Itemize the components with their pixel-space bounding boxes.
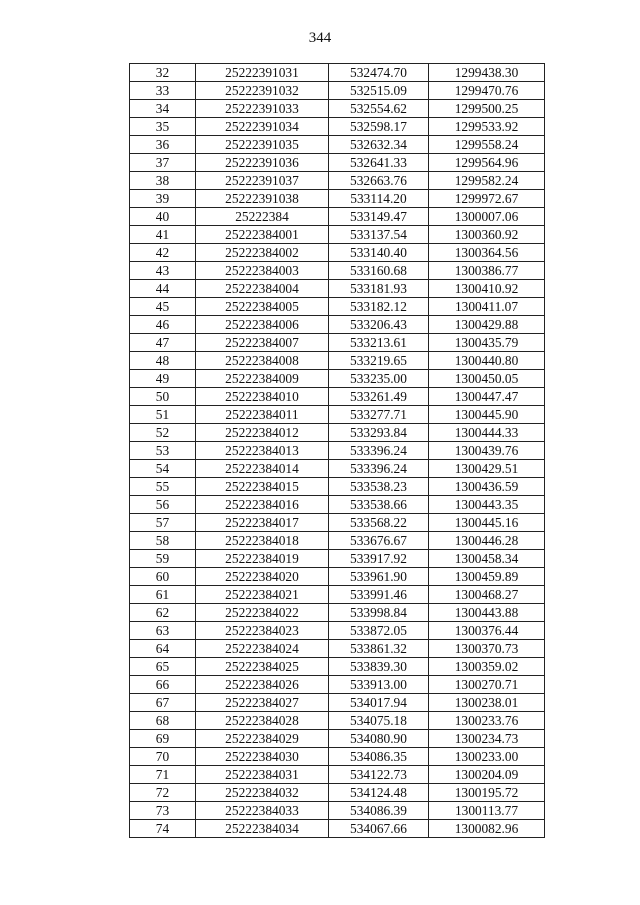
code-cell: 25222384024 (196, 640, 329, 658)
code-cell: 25222391036 (196, 154, 329, 172)
table-row (130, 442, 545, 460)
row-index-cell: 72 (130, 784, 196, 802)
x-coordinate-cell: 533998.84 (329, 604, 429, 622)
x-coordinate-cell: 533235.00 (329, 370, 429, 388)
code-cell: 25222384020 (196, 568, 329, 586)
code-cell: 25222391035 (196, 136, 329, 154)
row-index-cell: 37 (130, 154, 196, 172)
code-cell: 25222384017 (196, 514, 329, 532)
x-coordinate-cell: 534067.66 (329, 820, 429, 838)
row-index-cell: 54 (130, 460, 196, 478)
code-cell: 25222384004 (196, 280, 329, 298)
x-coordinate-cell: 533913.00 (329, 676, 429, 694)
row-index-cell: 59 (130, 550, 196, 568)
row-index-cell: 57 (130, 514, 196, 532)
code-cell: 25222384022 (196, 604, 329, 622)
y-coordinate-cell: 1300204.09 (429, 766, 545, 784)
y-coordinate-cell: 1300364.56 (429, 244, 545, 262)
y-coordinate-cell: 1300270.71 (429, 676, 545, 694)
row-index-cell: 53 (130, 442, 196, 460)
x-coordinate-cell: 533219.65 (329, 352, 429, 370)
row-index-cell: 66 (130, 676, 196, 694)
code-cell: 25222384023 (196, 622, 329, 640)
row-index-cell: 45 (130, 298, 196, 316)
row-index-cell: 56 (130, 496, 196, 514)
code-cell: 25222384007 (196, 334, 329, 352)
code-cell: 25222384 (196, 208, 329, 226)
x-coordinate-cell: 534017.94 (329, 694, 429, 712)
code-cell: 25222384002 (196, 244, 329, 262)
y-coordinate-cell: 1300439.76 (429, 442, 545, 460)
row-index-cell: 39 (130, 190, 196, 208)
table-row (130, 334, 545, 352)
x-coordinate-cell: 533277.71 (329, 406, 429, 424)
table-row (130, 460, 545, 478)
table-row (130, 658, 545, 676)
code-cell: 25222391037 (196, 172, 329, 190)
code-cell: 25222384033 (196, 802, 329, 820)
code-cell: 25222384011 (196, 406, 329, 424)
table-row (130, 64, 545, 82)
x-coordinate-cell: 533872.05 (329, 622, 429, 640)
code-cell: 25222384021 (196, 586, 329, 604)
table-row (130, 388, 545, 406)
x-coordinate-cell: 533293.84 (329, 424, 429, 442)
row-index-cell: 34 (130, 100, 196, 118)
table-row (130, 136, 545, 154)
x-coordinate-cell: 533538.23 (329, 478, 429, 496)
table-row (130, 586, 545, 604)
row-index-cell: 50 (130, 388, 196, 406)
table-row (130, 172, 545, 190)
code-cell: 25222384030 (196, 748, 329, 766)
row-index-cell: 44 (130, 280, 196, 298)
x-coordinate-cell: 532598.17 (329, 118, 429, 136)
table-row (130, 352, 545, 370)
x-coordinate-cell: 533206.43 (329, 316, 429, 334)
x-coordinate-cell: 533213.61 (329, 334, 429, 352)
x-coordinate-cell: 532641.33 (329, 154, 429, 172)
y-coordinate-cell: 1300113.77 (429, 802, 545, 820)
y-coordinate-cell: 1300370.73 (429, 640, 545, 658)
x-coordinate-cell: 532554.62 (329, 100, 429, 118)
code-cell: 25222384027 (196, 694, 329, 712)
y-coordinate-cell: 1300450.05 (429, 370, 545, 388)
row-index-cell: 38 (130, 172, 196, 190)
code-cell: 25222384008 (196, 352, 329, 370)
y-coordinate-cell: 1300233.00 (429, 748, 545, 766)
x-coordinate-cell: 533396.24 (329, 460, 429, 478)
row-index-cell: 52 (130, 424, 196, 442)
row-index-cell: 73 (130, 802, 196, 820)
y-coordinate-cell: 1300082.96 (429, 820, 545, 838)
row-index-cell: 51 (130, 406, 196, 424)
x-coordinate-cell: 533861.32 (329, 640, 429, 658)
row-index-cell: 62 (130, 604, 196, 622)
table-row (130, 622, 545, 640)
table-row (130, 766, 545, 784)
row-index-cell: 42 (130, 244, 196, 262)
table-row (130, 820, 545, 838)
code-cell: 25222384015 (196, 478, 329, 496)
row-index-cell: 64 (130, 640, 196, 658)
table-row (130, 694, 545, 712)
table-row (130, 730, 545, 748)
code-cell: 25222384003 (196, 262, 329, 280)
x-coordinate-cell: 533396.24 (329, 442, 429, 460)
x-coordinate-cell: 533917.92 (329, 550, 429, 568)
code-cell: 25222384009 (196, 370, 329, 388)
table-row (130, 406, 545, 424)
y-coordinate-cell: 1300376.44 (429, 622, 545, 640)
y-coordinate-cell: 1299582.24 (429, 172, 545, 190)
row-index-cell: 71 (130, 766, 196, 784)
page-number: 344 (308, 30, 332, 46)
code-cell: 25222384013 (196, 442, 329, 460)
table-row (130, 82, 545, 100)
y-coordinate-cell: 1300429.51 (429, 460, 545, 478)
table-row (130, 154, 545, 172)
y-coordinate-cell: 1299972.67 (429, 190, 545, 208)
y-coordinate-cell: 1299438.30 (429, 64, 545, 82)
y-coordinate-cell: 1300445.90 (429, 406, 545, 424)
table-row (130, 244, 545, 262)
x-coordinate-cell: 533538.66 (329, 496, 429, 514)
x-coordinate-cell: 533676.67 (329, 532, 429, 550)
table-row (130, 424, 545, 442)
code-cell: 25222384019 (196, 550, 329, 568)
y-coordinate-cell: 1299558.24 (429, 136, 545, 154)
y-coordinate-cell: 1300410.92 (429, 280, 545, 298)
y-coordinate-cell: 1299470.76 (429, 82, 545, 100)
x-coordinate-cell: 532663.76 (329, 172, 429, 190)
code-cell: 25222384016 (196, 496, 329, 514)
row-index-cell: 46 (130, 316, 196, 334)
row-index-cell: 49 (130, 370, 196, 388)
code-cell: 25222384026 (196, 676, 329, 694)
table-body (130, 64, 545, 838)
x-coordinate-cell: 534086.39 (329, 802, 429, 820)
table-row (130, 208, 545, 226)
y-coordinate-cell: 1300458.34 (429, 550, 545, 568)
row-index-cell: 55 (130, 478, 196, 496)
table-row (130, 550, 545, 568)
x-coordinate-cell: 533961.90 (329, 568, 429, 586)
x-coordinate-cell: 532632.34 (329, 136, 429, 154)
row-index-cell: 41 (130, 226, 196, 244)
code-cell: 25222384032 (196, 784, 329, 802)
x-coordinate-cell: 533839.30 (329, 658, 429, 676)
x-coordinate-cell: 533149.47 (329, 208, 429, 226)
table-row (130, 370, 545, 388)
y-coordinate-cell: 1299564.96 (429, 154, 545, 172)
table-row (130, 640, 545, 658)
y-coordinate-cell: 1300359.02 (429, 658, 545, 676)
code-cell: 25222391032 (196, 82, 329, 100)
table-row (130, 748, 545, 766)
table-row (130, 514, 545, 532)
row-index-cell: 69 (130, 730, 196, 748)
x-coordinate-cell: 533182.12 (329, 298, 429, 316)
row-index-cell: 58 (130, 532, 196, 550)
row-index-cell: 32 (130, 64, 196, 82)
x-coordinate-cell: 533568.22 (329, 514, 429, 532)
code-cell: 25222391038 (196, 190, 329, 208)
y-coordinate-cell: 1300238.01 (429, 694, 545, 712)
row-index-cell: 70 (130, 748, 196, 766)
x-coordinate-cell: 534080.90 (329, 730, 429, 748)
x-coordinate-cell: 533140.40 (329, 244, 429, 262)
x-coordinate-cell: 532474.70 (329, 64, 429, 82)
table-row (130, 100, 545, 118)
row-index-cell: 33 (130, 82, 196, 100)
code-cell: 25222384014 (196, 460, 329, 478)
x-coordinate-cell: 533114.20 (329, 190, 429, 208)
y-coordinate-cell: 1299500.25 (429, 100, 545, 118)
coordinates-table (129, 63, 545, 838)
code-cell: 25222384029 (196, 730, 329, 748)
row-index-cell: 35 (130, 118, 196, 136)
x-coordinate-cell: 533137.54 (329, 226, 429, 244)
table-row (130, 604, 545, 622)
table-row (130, 802, 545, 820)
table-row (130, 226, 545, 244)
code-cell: 25222384018 (196, 532, 329, 550)
y-coordinate-cell: 1300447.47 (429, 388, 545, 406)
code-cell: 25222384005 (196, 298, 329, 316)
code-cell: 25222384001 (196, 226, 329, 244)
y-coordinate-cell: 1300360.92 (429, 226, 545, 244)
x-coordinate-cell: 533181.93 (329, 280, 429, 298)
y-coordinate-cell: 1300195.72 (429, 784, 545, 802)
row-index-cell: 65 (130, 658, 196, 676)
row-index-cell: 48 (130, 352, 196, 370)
y-coordinate-cell: 1300459.89 (429, 568, 545, 586)
y-coordinate-cell: 1300443.35 (429, 496, 545, 514)
x-coordinate-cell: 534124.48 (329, 784, 429, 802)
code-cell: 25222391033 (196, 100, 329, 118)
row-index-cell: 43 (130, 262, 196, 280)
y-coordinate-cell: 1300446.28 (429, 532, 545, 550)
y-coordinate-cell: 1300443.88 (429, 604, 545, 622)
table-row (130, 118, 545, 136)
code-cell: 25222384006 (196, 316, 329, 334)
row-index-cell: 68 (130, 712, 196, 730)
row-index-cell: 63 (130, 622, 196, 640)
y-coordinate-cell: 1300429.88 (429, 316, 545, 334)
y-coordinate-cell: 1300411.07 (429, 298, 545, 316)
y-coordinate-cell: 1300233.76 (429, 712, 545, 730)
code-cell: 25222384031 (196, 766, 329, 784)
x-coordinate-cell: 534086.35 (329, 748, 429, 766)
y-coordinate-cell: 1300468.27 (429, 586, 545, 604)
y-coordinate-cell: 1300444.33 (429, 424, 545, 442)
code-cell: 25222384034 (196, 820, 329, 838)
row-index-cell: 40 (130, 208, 196, 226)
x-coordinate-cell: 533160.68 (329, 262, 429, 280)
code-cell: 25222384010 (196, 388, 329, 406)
row-index-cell: 74 (130, 820, 196, 838)
table-row (130, 532, 545, 550)
y-coordinate-cell: 1299533.92 (429, 118, 545, 136)
row-index-cell: 47 (130, 334, 196, 352)
code-cell: 25222391031 (196, 64, 329, 82)
row-index-cell: 36 (130, 136, 196, 154)
x-coordinate-cell: 534075.18 (329, 712, 429, 730)
x-coordinate-cell: 534122.73 (329, 766, 429, 784)
table-row (130, 262, 545, 280)
code-cell: 25222384025 (196, 658, 329, 676)
code-cell: 25222384028 (196, 712, 329, 730)
row-index-cell: 60 (130, 568, 196, 586)
row-index-cell: 67 (130, 694, 196, 712)
x-coordinate-cell: 533991.46 (329, 586, 429, 604)
x-coordinate-cell: 533261.49 (329, 388, 429, 406)
y-coordinate-cell: 1300440.80 (429, 352, 545, 370)
y-coordinate-cell: 1300007.06 (429, 208, 545, 226)
table-row (130, 784, 545, 802)
table-row (130, 190, 545, 208)
table-row (130, 478, 545, 496)
table-row (130, 676, 545, 694)
y-coordinate-cell: 1300435.79 (429, 334, 545, 352)
y-coordinate-cell: 1300445.16 (429, 514, 545, 532)
x-coordinate-cell: 532515.09 (329, 82, 429, 100)
table-row (130, 568, 545, 586)
table-row (130, 298, 545, 316)
y-coordinate-cell: 1300234.73 (429, 730, 545, 748)
table-row (130, 280, 545, 298)
y-coordinate-cell: 1300436.59 (429, 478, 545, 496)
code-cell: 25222391034 (196, 118, 329, 136)
table-row (130, 496, 545, 514)
row-index-cell: 61 (130, 586, 196, 604)
table-row (130, 316, 545, 334)
y-coordinate-cell: 1300386.77 (429, 262, 545, 280)
table-row (130, 712, 545, 730)
code-cell: 25222384012 (196, 424, 329, 442)
